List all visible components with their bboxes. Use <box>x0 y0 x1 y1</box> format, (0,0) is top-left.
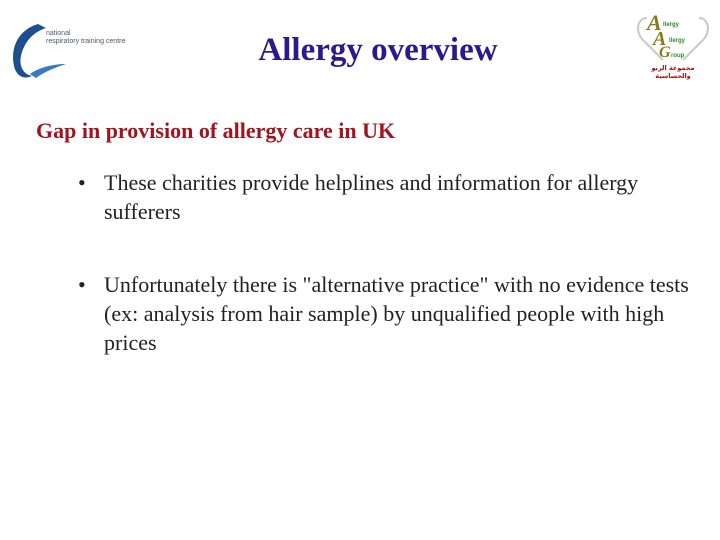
bullet-item <box>78 270 698 357</box>
nrtc-logo-text: national respiratory training centre <box>46 30 126 45</box>
aag-word-2: llergy <box>669 38 686 44</box>
slide-title: Allergy overview <box>258 32 498 68</box>
bullet-list <box>78 168 698 401</box>
aag-word-3: roup <box>671 53 685 59</box>
bullet-dot-icon: • <box>78 170 86 195</box>
bullet-dot-icon: • <box>78 272 86 297</box>
bullet-text: These charities provide helplines and information for allergy sufferers <box>104 170 639 224</box>
slide-subtitle: Gap in provision of allergy care in UK <box>36 118 396 143</box>
bullet-item <box>78 168 698 226</box>
aag-letter-2: A <box>653 28 667 50</box>
aag-letter-1: A <box>647 10 662 35</box>
aag-letter-3: G <box>659 44 671 61</box>
aag-word-1: llergy <box>663 22 680 28</box>
aag-arabic-text: مجموعة الربو والحساسية <box>651 64 695 80</box>
bullet-text: Unfortunately there is "alternative practice" with no evidence tests (ex: analysis from hair sample) by unqualified people with high prices <box>104 272 689 355</box>
